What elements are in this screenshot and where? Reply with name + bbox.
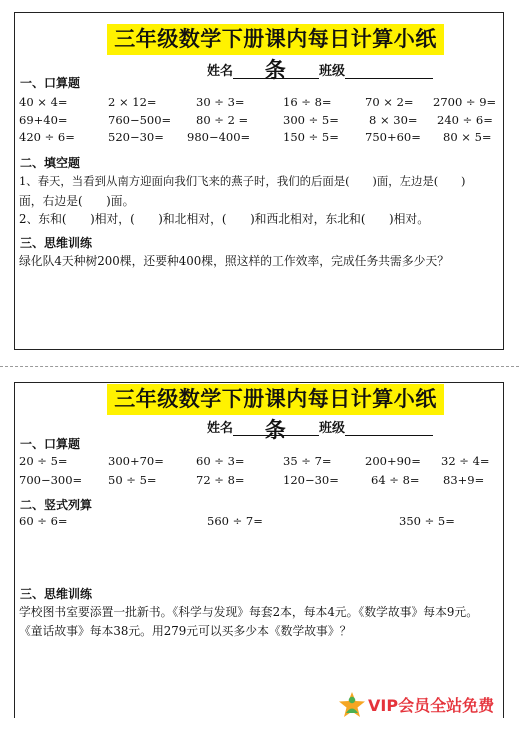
class-label: 班级 <box>319 421 346 436</box>
oral-item: 200+90= <box>365 454 421 468</box>
section-thinking-heading: 三、思维训练 <box>20 236 93 250</box>
name-label: 姓名 <box>207 64 234 79</box>
oral-item: 8 × 30= <box>369 113 418 127</box>
class-label: 班级 <box>319 64 346 79</box>
word-problem: 绿化队4天种树200棵，还要种400棵，照这样的工作效率，完成任务共需多少天？ <box>19 254 450 268</box>
name-blank[interactable] <box>233 66 319 79</box>
section-thinking-heading: 三、思维训练 <box>20 587 93 601</box>
section-vertical-heading: 二、竖式列算 <box>20 498 93 512</box>
oral-item: 69+40= <box>19 113 68 127</box>
oral-item: 16 ÷ 8= <box>283 95 332 109</box>
oral-item: 35 ÷ 7= <box>283 454 332 468</box>
oral-item: 760−500= <box>108 113 172 127</box>
vertical-item: 560 ÷ 7= <box>207 514 263 528</box>
oral-item: 980−400= <box>187 130 251 144</box>
oral-item: 2700 ÷ 9= <box>433 95 497 109</box>
oral-item: 32 ÷ 4= <box>441 454 490 468</box>
oral-item: 80 ÷ 2 = <box>196 113 249 127</box>
cut-line-divider <box>0 366 519 367</box>
name-class-row <box>207 417 433 436</box>
name-class-row <box>207 60 433 79</box>
oral-item: 2 × 12= <box>108 95 157 109</box>
section-oral-heading: 一、口算题 <box>20 437 81 451</box>
worksheet-title: 三年级数学下册课内每日计算小纸条 <box>107 384 444 415</box>
oral-item: 72 ÷ 8= <box>196 473 245 487</box>
oral-item: 80 × 5= <box>443 130 492 144</box>
section-oral-heading: 一、口算题 <box>20 76 81 90</box>
oral-item: 700−300= <box>19 473 83 487</box>
section-fill-heading: 二、填空题 <box>20 156 81 170</box>
star-person-icon <box>338 691 366 719</box>
oral-item: 64 ÷ 8= <box>371 473 420 487</box>
oral-item: 40 × 4= <box>19 95 68 109</box>
oral-item: 150 ÷ 5= <box>283 130 339 144</box>
oral-item: 750+60= <box>365 130 421 144</box>
oral-item: 50 ÷ 5= <box>108 473 157 487</box>
oral-item: 300+70= <box>108 454 164 468</box>
oral-item: 30 ÷ 3= <box>196 95 245 109</box>
class-blank[interactable] <box>345 66 433 79</box>
worksheet-1 <box>14 12 504 350</box>
oral-item: 70 × 2= <box>365 95 414 109</box>
oral-item: 60 ÷ 3= <box>196 454 245 468</box>
vip-promo-banner[interactable] <box>336 688 519 722</box>
vip-promo-text: VIP会员全站免费 <box>368 696 495 715</box>
word-problem-line-1: 学校图书室要添置一批新书。《科学与发现》每套2本，每本4元。《数学故事》每本9元。 <box>19 605 479 619</box>
worksheet-2 <box>14 382 504 718</box>
fill-question-2: 2、东和( )相对，( )和北相对，( )和西北相对，东北和( )相对。 <box>19 212 430 226</box>
oral-item: 420 ÷ 6= <box>19 130 75 144</box>
vertical-item: 60 ÷ 6= <box>19 514 68 528</box>
oral-item: 20 ÷ 5= <box>19 454 68 468</box>
fill-question-1: 1、春天，当看到从南方迎面向我们飞来的燕子时，我们的后面是( )面，左边是( ) <box>19 174 466 188</box>
fill-question-1-cont: 面，右边是( )面。 <box>19 194 135 208</box>
oral-item: 83+9= <box>443 473 485 487</box>
oral-item: 240 ÷ 6= <box>437 113 493 127</box>
name-blank[interactable] <box>233 423 319 436</box>
word-problem-line-2: 《童话故事》每本38元。用279元可以买多少本《数学故事》？ <box>19 624 352 638</box>
oral-item: 300 ÷ 5= <box>283 113 339 127</box>
oral-item: 520−30= <box>108 130 164 144</box>
oral-item: 120−30= <box>283 473 339 487</box>
class-blank[interactable] <box>345 423 433 436</box>
name-label: 姓名 <box>207 421 234 436</box>
vertical-item: 350 ÷ 5= <box>399 514 455 528</box>
worksheet-title: 三年级数学下册课内每日计算小纸条 <box>107 24 444 55</box>
